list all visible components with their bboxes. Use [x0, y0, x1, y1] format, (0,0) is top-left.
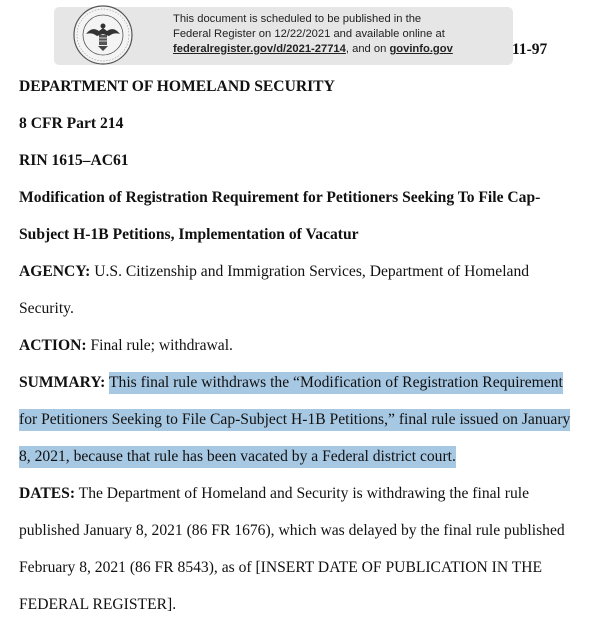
agency-heading: DEPARTMENT OF HOMELAND SECURITY [19, 78, 335, 95]
govinfo-link[interactable]: govinfo.gov [389, 43, 453, 55]
summary-highlight-3[interactable]: 8, 2021, because that rule has been vacated by a Federal district court. [19, 446, 456, 468]
dates-line-4: FEDERAL REGISTER]. [19, 596, 177, 613]
action-text: Final rule; withdrawal. [86, 337, 233, 354]
dates-label: DATES: [19, 485, 76, 502]
rin-number: RIN 1615–AC61 [19, 152, 129, 169]
agency-label: AGENCY: [19, 263, 91, 280]
dates-line-2: published January 8, 2021 (86 FR 1676), which was delayed by the final rule published [19, 522, 565, 539]
agency-line-2: Security. [19, 300, 74, 317]
document-number: 11-97 [512, 41, 548, 58]
notice-separator: , and on [345, 43, 390, 55]
federalregister-link[interactable]: federalregister.gov/d/2021-27714 [173, 43, 346, 55]
dates-line-3: February 8, 2021 (86 FR 8543), as of [INSERT DATE OF PUBLICATION IN THE [19, 559, 543, 576]
summary-label: SUMMARY: [19, 374, 106, 391]
summary-highlight-1[interactable]: This final rule withdraws the “Modification of Registration Requirement [109, 372, 563, 394]
summary-line-3 [19, 447, 456, 467]
action-line [19, 336, 233, 356]
agency-text: U.S. Citizenship and Immigration Services, Department of Homeland [90, 263, 530, 280]
agency-line-1 [19, 262, 529, 282]
cfr-part: 8 CFR Part 214 [19, 115, 124, 132]
action-label: ACTION: [19, 337, 87, 354]
summary-line-2 [19, 410, 570, 430]
dates-line-1 [19, 484, 529, 504]
dates-text-1: The Department of Homeland and Security is withdrawing the final rule [75, 485, 530, 502]
summary-highlight-2[interactable]: for Petitioners Seeking to File Cap-Subject H-1B Petitions,” final rule issued on January [19, 409, 570, 431]
national-archives-seal-icon [72, 4, 134, 66]
notice-line-2: Federal Register on 12/22/2021 and available online at [173, 28, 445, 40]
notice-line-1: This document is scheduled to be published in the [173, 13, 422, 25]
notice-line-3 [173, 42, 453, 57]
publication-notice-text [173, 12, 453, 57]
title-line-1: Modification of Registration Requirement for Petitioners Seeking To File Cap- [19, 189, 541, 206]
title-line-2: Subject H-1B Petitions, Implementation of Vacatur [19, 226, 359, 243]
summary-line-1 [19, 373, 563, 393]
